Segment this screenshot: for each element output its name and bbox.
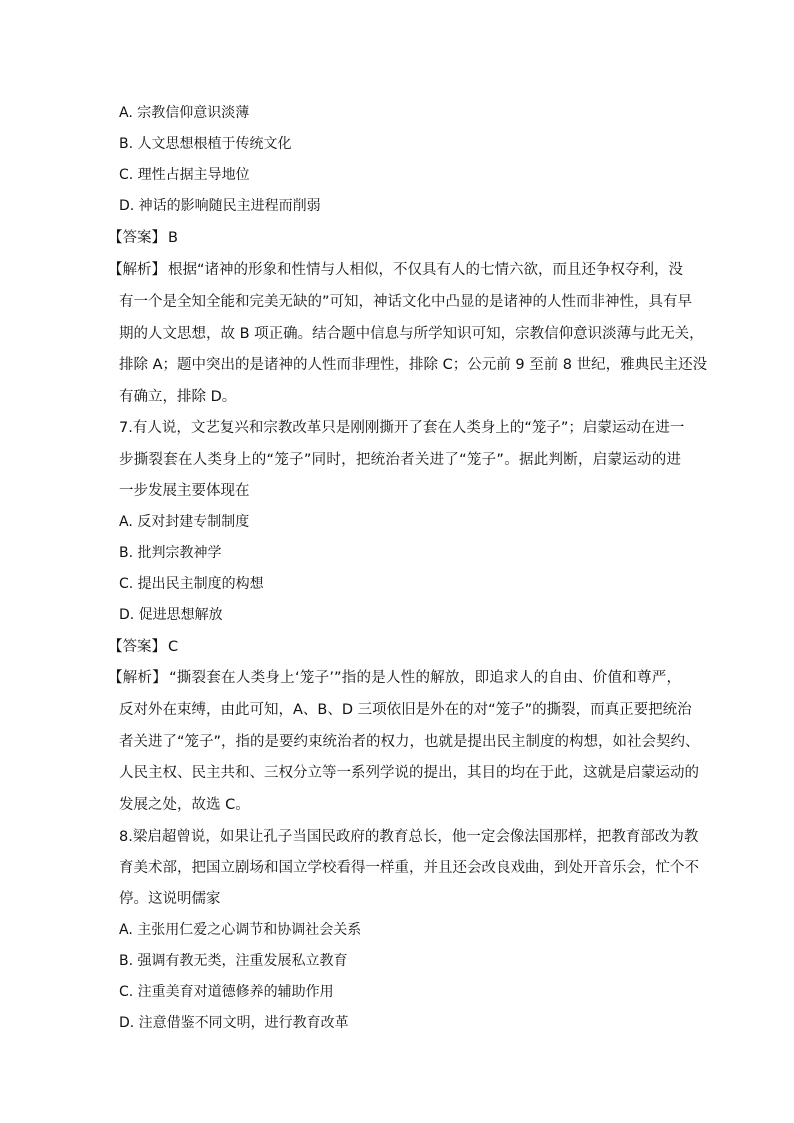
- q7-analysis-line: [108, 668, 681, 688]
- q6-analysis-line: 排除 A；题中突出的是诸神的人性而非理性，排除 C；公元前 9 至前 8 世纪，雅典民主还没: [119, 357, 708, 373]
- q7-answer-value: C: [168, 639, 179, 655]
- q7-option-b: B. 批判宗教神学: [119, 545, 222, 561]
- q7-answer-label: 【答案】: [108, 639, 166, 655]
- q6-answer-label: 【答案】: [108, 230, 166, 246]
- q7-stem-line: 7.有人说，文艺复兴和宗教改革只是刚刚撕开了套在人类身上的“笼子”；启蒙运动在进一: [119, 420, 685, 436]
- q6-answer: [108, 228, 670, 248]
- q6-option-d: D. 神话的影响随民主进程而削弱: [119, 198, 321, 214]
- q7-answer: [108, 637, 670, 657]
- q7-analysis-text: “撕裂套在人类身上‘笼子’”指的是人性的解放，即追求人的自由、价值和尊严，: [169, 670, 682, 686]
- q8-stem-line: 育美术部，把国立剧场和国立学校看得一样重，并且还会改良戏曲，到处开音乐会，忙个不: [119, 860, 699, 876]
- q6-analysis-text: 根据“诸神的形象和性情与人相似，不仅具有人的七情六欲，而且还争权夺利，没: [168, 262, 684, 278]
- q8-option-c: C. 注重美育对道德修养的辅助作用: [119, 984, 334, 1000]
- q6-analysis-line: 期的人文思想，故 B 项正确。结合题中信息与所学知识可知，宗教信仰意识淡薄与此无关，: [119, 326, 704, 342]
- q8-stem-line: 8.梁启超曾说，如果让孔子当国民政府的教育总长，他一定会像法国那样，把教育部改为教: [119, 829, 699, 845]
- q6-answer-value: B: [168, 230, 178, 246]
- q7-analysis-line: 人民主权、民主共和、三权分立等一系列学说的提出，其目的均在于此，这就是启蒙运动的: [119, 765, 699, 781]
- q7-analysis-line: 发展之处，故选 C。: [119, 797, 250, 813]
- q7-stem-line: 一步发展主要体现在: [119, 483, 250, 499]
- q8-option-a: A. 主张用仁爱之心调节和协调社会关系: [119, 922, 362, 938]
- q8-option-b: B. 强调有教无类，注重发展私立教育: [119, 953, 348, 969]
- q8-stem-line: 停。这说明儒家: [119, 891, 221, 907]
- q7-analysis-line: 反对外在束缚，由此可知，A、B、D 三项依旧是外在的对“笼子”的撕裂，而真正要把统治: [119, 702, 692, 718]
- q6-option-b: B. 人文思想根植于传统文化: [119, 136, 292, 152]
- q6-analysis-line: 有确立，排除 D。: [119, 389, 237, 405]
- q7-stem-line: 步撕裂套在人类身上的“笼子”同时，把统治者关进了“笼子”。据此判断，启蒙运动的进: [119, 452, 681, 468]
- q6-analysis-line: [108, 260, 684, 280]
- q7-option-a: A. 反对封建专制制度: [119, 514, 250, 530]
- q7-analysis-line: 者关进了“笼子”，指的是要约束统治者的权力，也就是提出民主制度的构想，如社会契约、: [119, 734, 700, 750]
- q7-analysis-label: 【解析】: [108, 670, 168, 686]
- q6-analysis-line: 有一个是全知全能和完美无缺的”可知，神话文化中凸显的是诸神的人性而非神性，具有早: [119, 294, 693, 310]
- q6-option-a: A. 宗教信仰意识淡薄: [119, 105, 250, 121]
- q6-analysis-label: 【解析】: [108, 262, 166, 278]
- q7-option-c: C. 提出民主制度的构想: [119, 576, 264, 592]
- q7-option-d: D. 促进思想解放: [119, 607, 223, 623]
- q8-option-d: D. 注意借鉴不同文明，进行教育改革: [119, 1015, 349, 1031]
- q6-option-c: C. 理性占据主导地位: [119, 167, 250, 183]
